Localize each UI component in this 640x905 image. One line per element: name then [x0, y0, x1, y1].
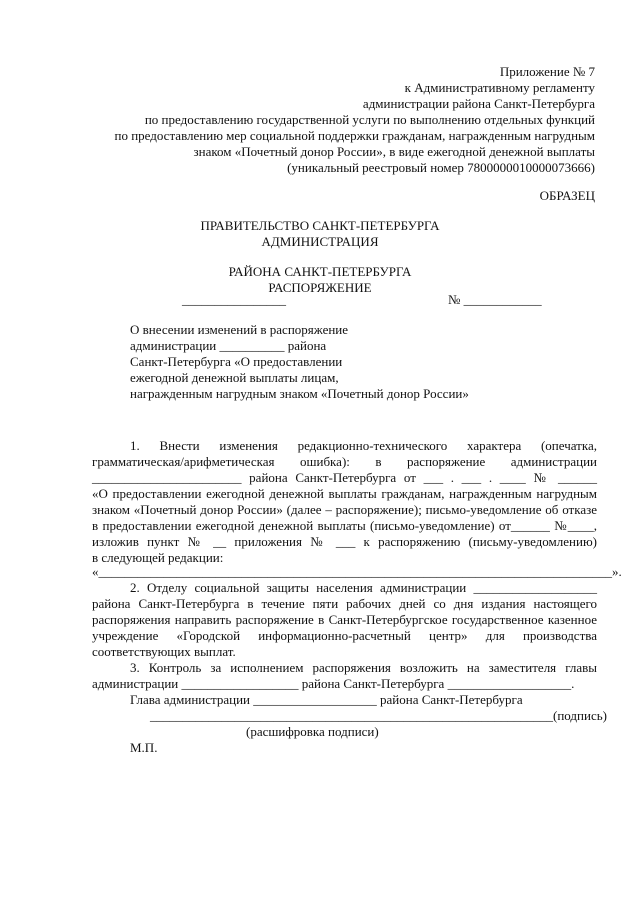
- head-of-administration-line: Глава администрации ___________________ района Санкт-Петербурга: [130, 692, 523, 707]
- subject-line: ежегодной денежной выплаты лицам,: [130, 370, 339, 385]
- header-line: Приложение № 7: [499, 64, 595, 79]
- paragraph-line: распоряжения направить распоряжение в Санкт-Петербургское государственное казенное: [92, 612, 597, 627]
- paragraph-line: 1. Внести изменения редакционно-технического характера (опечатка,: [130, 438, 597, 453]
- paragraph-line: 2. Отделу социальной защиты населения администрации ___________________: [130, 580, 597, 595]
- paragraph-line: учреждение «Городской информационно-расчетный центр» для производства: [92, 628, 597, 643]
- subject-line: администрации __________ района: [130, 338, 327, 353]
- paragraph-line: администрации __________________ района Санкт-Петербурга ___________________.: [92, 676, 575, 691]
- header-line: к Административному регламенту: [404, 80, 595, 95]
- subject-line: награжденным нагрудным знаком «Почетный донор России»: [130, 386, 469, 401]
- sample-label: ОБРАЗЕЦ: [539, 188, 595, 203]
- seal-label: М.П.: [130, 740, 158, 755]
- paragraph-line: грамматическая/арифметическая ошибка): в распоряжение администрации: [92, 454, 597, 469]
- district-title: РАЙОНА САНКТ-ПЕТЕРБУРГА: [228, 264, 412, 279]
- paragraph-line: «О предоставлении ежегодной денежной выплаты гражданам, награжденным нагрудным: [92, 486, 597, 501]
- administration-title: АДМИНИСТРАЦИЯ: [261, 234, 379, 249]
- paragraph-line: в следующей редакции:: [92, 550, 224, 565]
- paragraph-line: соответствующих выплат.: [92, 644, 236, 659]
- paragraph-line: района Санкт-Петербурга в течение пяти рабочих дней со дня издания настоящего: [92, 596, 597, 611]
- header-line: по предоставлению мер социальной поддержки гражданам, награжденным нагрудным: [114, 128, 595, 143]
- paragraph-line: _______________________ района Санкт-Петербурга от ___ . ___ . ____ № ______: [92, 470, 597, 485]
- signature-decode-label: (расшифровка подписи): [246, 724, 379, 739]
- header-line: (уникальный реестровый номер 7800000010000073666): [287, 160, 595, 175]
- signature-line: ______________________________________________________________(подпись): [150, 708, 607, 723]
- new-wording-line: «_______________________________________________________________________________».: [92, 564, 622, 579]
- paragraph-line: 3. Контроль за исполнением распоряжения возложить на заместителя главы: [130, 660, 597, 675]
- header-line: администрации района Санкт-Петербурга: [362, 96, 595, 111]
- paragraph-line: изложив пункт № __ приложения № ___ к распоряжению (письму-уведомлению): [92, 534, 597, 549]
- subject-line: Санкт-Петербурга «О предоставлении: [130, 354, 343, 369]
- header-line: знаком «Почетный донор России», в виде ежегодной денежной выплаты: [193, 144, 595, 159]
- paragraph-line: знаком «Почетный донор России» (далее – распоряжение); письмо-уведомление об отказе: [92, 502, 597, 517]
- order-title: РАСПОРЯЖЕНИЕ: [268, 280, 372, 295]
- header-line: по предоставлению государственной услуги по выполнению отдельных функций: [144, 112, 595, 127]
- subject-line: О внесении изменений в распоряжение: [130, 322, 349, 337]
- paragraph-line: в предоставлении ежегодной денежной выплаты (письмо-уведомление) от______ №____,: [92, 518, 597, 533]
- government-title: ПРАВИТЕЛЬСТВО САНКТ-ПЕТЕРБУРГА: [200, 218, 440, 233]
- order-number-field: № ____________: [448, 292, 542, 307]
- date-field: ________________: [182, 292, 286, 307]
